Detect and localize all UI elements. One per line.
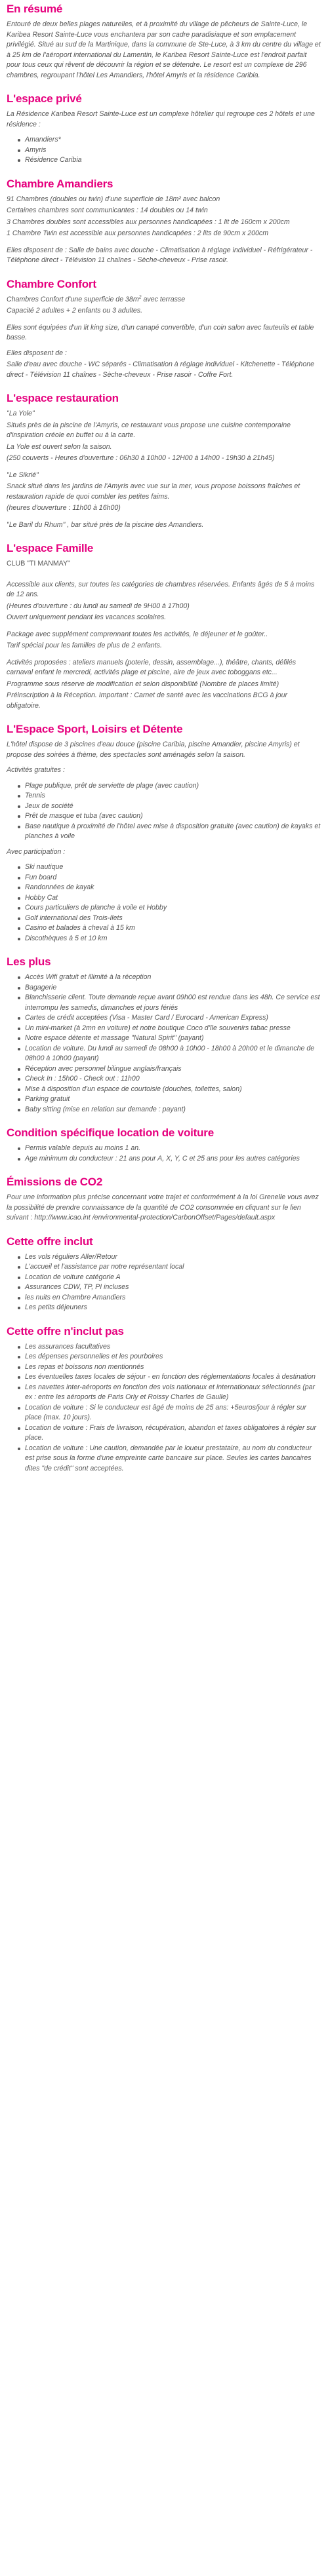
amandiers-line: Certaines chambres sont communicantes : 14 doubles ou 14 twin — [7, 206, 208, 214]
list-item: Les assurances facultatives — [25, 1342, 321, 1353]
list-item: Accès Wifi gratuit et illimité à la réception — [25, 972, 321, 983]
section-title-chambre-confort: Chambre Confort — [7, 277, 96, 290]
section-restauration — [7, 392, 321, 530]
section-title-espace-prive: L'espace privé — [7, 92, 82, 105]
section-offre-ninclut — [7, 1325, 321, 1474]
confort-details — [7, 295, 321, 317]
famille-line: (Heures d'ouverture : du lundi au samedi de 9H00 à 17h00) — [7, 602, 190, 610]
list-item: Ski nautique — [25, 862, 321, 873]
restaurant-line: Snack situé dans les jardins de l'Amyris avec vue sur la mer, vous propose boissons fraîches et restauration rapide de quoi combler les petites faims. — [7, 482, 300, 501]
section-resume — [7, 3, 321, 81]
list-item: Assurances CDW, TP, PI incluses — [25, 1282, 321, 1293]
list-item: Les navettes inter-aéroports en fonction des vols nationaux et internationaux sélectionnés (par ex : entre les aéroports de Paris Orly et Roissy Charles de Gaulle) — [25, 1383, 321, 1403]
amandiers-line: 1 Chambre Twin est accessible aux personnes handicapées : 2 lits de 90cm x 200cm — [7, 229, 269, 237]
list-item: Cartes de crédit acceptées (Visa - Master Card / Eurocard - American Express) — [25, 1013, 321, 1024]
list-item: Prêt de masque et tuba (avec caution) — [25, 811, 321, 822]
espace-prive-list — [7, 135, 321, 166]
list-item: Fun board — [25, 873, 321, 883]
list-item: Les éventuelles taxes locales de séjour - en fonction des réglementations locales à destination — [25, 1372, 321, 1383]
paid-activities-list — [7, 862, 321, 944]
list-item: Un mini-market (à 2mn en voiture) et notre boutique Coco d'île souvenirs tabac presse — [25, 1024, 321, 1034]
section-title-offre-inclut: Cette offre inclut — [7, 1235, 93, 1248]
list-item: Notre espace détente et massage "Natural Spirit" (payant) — [25, 1033, 321, 1044]
section-title-les-plus: Les plus — [7, 955, 51, 968]
list-item: Discothèques à 5 et 10 km — [25, 934, 321, 944]
restaurant-line: Situés près de la piscine de l'Amyris, ce restaurant vous propose une cuisine contemporaine d'inspiration créole en buffet ou à la carte. — [7, 421, 291, 439]
confort-surface-text: Chambres Confort d'une superficie de 38m — [7, 295, 139, 303]
section-espace-prive — [7, 92, 321, 166]
list-item: Location de voiture catégorie A — [25, 1273, 321, 1283]
section-title-resume: En résumé — [7, 3, 63, 15]
list-item: Location de voiture. Du lundi au samedi de 08h00 à 10h00 - 18h00 à 20h00 et le dimanche de 08h00 à 10h00 (payant) — [25, 1044, 321, 1064]
section-emissions-co2 — [7, 1176, 321, 1223]
list-item: Amyris — [25, 145, 321, 156]
confort-equipment-label: Elles disposent de : — [7, 349, 67, 357]
list-item: Bagagerie — [25, 983, 321, 993]
list-item: Réception avec personnel bilingue anglais/français — [25, 1064, 321, 1075]
free-activities-label: Activités gratuites : — [7, 766, 65, 774]
list-item: Jeux de société — [25, 801, 321, 812]
amandiers-line: 91 Chambres (doubles ou twin) d'une superficie de 18m² avec balcon — [7, 195, 220, 203]
list-item: les nuits en Chambre Amandiers — [25, 1293, 321, 1303]
famille-line: Programme sous réserve de modification et selon disponibilité (Nombre de places limité) — [7, 680, 279, 688]
list-item: Location de voiture : Une caution, demandée par le loueur prestataire, au nom du conducteur est prise sous la forme d'une empreinte carte bancaire sur place. Seules les cartes bancaires dites "de crédit" sont acceptées. — [25, 1444, 321, 1474]
confort-surface — [7, 295, 321, 305]
section-location-voiture — [7, 1126, 321, 1164]
list-item: Permis valable depuis au moins 1 an. — [25, 1144, 321, 1154]
list-item: Les dépenses personnelles et les pourboires — [25, 1352, 321, 1362]
list-item: Blanchisserie client. Toute demande reçue avant 09h00 est rendue dans les 48h. Ce service est interrompu les samedis, dimanches et jours fériés — [25, 993, 321, 1013]
list-item: Casino et balades à cheval à 15 km — [25, 923, 321, 934]
hotel-description — [0, 3, 328, 1492]
list-item: Mise à disposition d'un espace de courtoisie (douches, toilettes, salon) — [25, 1085, 321, 1095]
section-title-offre-ninclut: Cette offre n'inclut pas — [7, 1324, 124, 1337]
list-item: Résidence Caribia — [25, 155, 321, 166]
section-title-chambre-amandiers: Chambre Amandiers — [7, 177, 113, 190]
sport-intro: L'hôtel dispose de 3 piscines d'eau douce (piscine Caribia, piscine Amandier, piscine Amyris) et propose des soirées à thème, des spectacles sont aménagés selon la saison. — [7, 740, 300, 759]
section-chambre-confort — [7, 278, 321, 381]
amandiers-details — [7, 195, 321, 239]
confort-equipment-block — [7, 349, 321, 381]
list-item: Golf international des Trois-Ilets — [25, 913, 321, 924]
restaurant-le-sikrie — [7, 471, 321, 514]
section-title-emissions-co2: Émissions de CO2 — [7, 1176, 103, 1188]
famille-line: Package avec supplément comprennant toutes les activités, le déjeuner et le goûter.. — [7, 630, 268, 638]
list-item: Les vols réguliers Aller/Retour — [25, 1252, 321, 1263]
list-item: Location de voiture : Si le conducteur est âgé de moins de 25 ans: +5euros/jour à régler sur place (max. 10 jours). — [25, 1403, 321, 1423]
famille-line: Ouvert uniquement pendant les vacances scolaires. — [7, 613, 167, 621]
famille-line: Préinscription à la Réception. Important : Carnet de santé avec les vaccinations BCG à jour obligatoire. — [7, 691, 288, 710]
section-offre-inclut — [7, 1235, 321, 1313]
free-activities-list — [7, 781, 321, 842]
offre-inclut-list — [7, 1252, 321, 1313]
section-chambre-amandiers — [7, 178, 321, 266]
list-item: L'accueil et l'assistance par notre représentant local — [25, 1262, 321, 1273]
les-plus-list — [7, 972, 321, 1115]
list-item: Location de voiture : Frais de livraison, récupération, abandon et taxes obligatoires à régler sur place. — [25, 1423, 321, 1444]
list-item: Les repas et boissons non mentionnés — [25, 1362, 321, 1373]
paid-activities-label: Avec participation : — [7, 847, 66, 856]
resume-text: Entouré de deux belles plages naturelles, et à proximité du village de pêcheurs de Sainte-Luce, le Karibea Resort Sainte-Luce vous enchantera par son cadre paradisiaque et son emplacement privilégié. Situé au sud de la Martinique, dans la commune de Ste-Luce, à 3 km du centre du village et à 25 km de l'aéroport international du Lamentin, le Karibea Resort Sainte-Luce est l'endroit parfait pour tous ceux qui rêvent de découvrir la région et se détendre. Le resort est un complexe de 296 chambres, regroupant l'hôtel Les Amandiers, l'hôtel Amyris et la résidence Caribia. — [7, 20, 321, 79]
list-item: Check In : 15h00 - Check out : 11h00 — [25, 1074, 321, 1085]
list-item: Baby sitting (mise en relation sur demande : payant) — [25, 1105, 321, 1115]
bar-info: "Le Baril du Rhum" , bar situé près de la piscine des Amandiers. — [7, 520, 204, 529]
confort-capacity: Capacité 2 adultes + 2 enfants ou 3 adultes. — [7, 307, 143, 315]
list-item: Cours particuliers de planche à voile et Hobby — [25, 903, 321, 913]
restaurant-line: (250 couverts - Heures d'ouverture : 06h30 à 10h00 - 12H00 à 14h00 - 19h30 à 21h45) — [7, 454, 275, 462]
list-item: Amandiers* — [25, 135, 321, 145]
espace-prive-text: La Résidence Karibea Resort Sainte-Luce est un complexe hôtelier qui regroupe ces 2 hôtels et une résidence : — [7, 110, 315, 128]
confort-surface-sup: 2 — [138, 294, 142, 299]
section-title-restauration: L'espace restauration — [7, 392, 119, 404]
restaurant-la-yole — [7, 409, 321, 464]
list-item: Base nautique à proximité de l'hôtel avec mise à disposition gratuite (avec caution) de kayaks et planches à voile — [25, 822, 321, 842]
section-title-espace-famille: L'espace Famille — [7, 542, 94, 554]
famille-line: Activités proposées : ateliers manuels (poterie, dessin, assemblage...), théâtre, chants, défilés carnaval enfant le mercredi, activités plage et piscine, aire de jeux avec toboggans etc... — [7, 658, 297, 676]
restaurant-line: (heures d'ouverture : 11h00 à 16h00) — [7, 504, 121, 512]
list-item: Parking gratuit — [25, 1094, 321, 1105]
famille-line: Accessible aux clients, sur toutes les catégories de chambres réservées. Enfants âgés de 5 à moins de 12 ans. — [7, 580, 315, 598]
confort-bed: Elles sont équipées d'un lit king size, d'un canapé convertible, d'un coin salon avec fauteuils et table basse. — [7, 323, 314, 341]
famille-access — [7, 580, 321, 623]
section-sport-loisirs — [7, 723, 321, 944]
list-item: Tennis — [25, 791, 321, 801]
amandiers-line: 3 Chambres doubles sont accessibles aux personnes handicapées : 1 lit de 160cm x 200cm — [7, 218, 290, 226]
section-les-plus — [7, 955, 321, 1115]
list-item: Les petits déjeuners — [25, 1303, 321, 1313]
restaurant-name: "Le Sikrié" — [7, 471, 39, 479]
location-voiture-list — [7, 1144, 321, 1164]
section-espace-famille — [7, 542, 321, 711]
famille-line: Tarif spécial pour les familles de plus de 2 enfants. — [7, 642, 162, 649]
restaurant-name: "La Yole" — [7, 410, 35, 417]
section-title-location-voiture: Condition spécifique location de voiture — [7, 1126, 214, 1139]
section-title-sport-loisirs: L'Espace Sport, Loisirs et Détente — [7, 723, 183, 735]
list-item: Randonnées de kayak — [25, 883, 321, 893]
list-item: Age minimum du conducteur : 21 ans pour A, X, Y, C et 25 ans pour les autres catégories — [25, 1154, 321, 1164]
offre-ninclut-list — [7, 1342, 321, 1474]
club-name: CLUB "TI MANMAY" — [7, 560, 70, 567]
famille-activities — [7, 658, 321, 712]
list-item: Hobby Cat — [25, 893, 321, 904]
confort-equipment: Salle d'eau avec douche - WC séparés - Climatisation à réglage individuel - Kitchenette - Téléphone direct - Télévision 11 chaînes - Sèche-cheveux - Prise rasoir - Coffre Fort. — [7, 360, 314, 379]
famille-package — [7, 630, 321, 651]
list-item: Plage publique, prêt de serviette de plage (avec caution) — [25, 781, 321, 792]
restaurant-line: La Yole est ouvert selon la saison. — [7, 442, 112, 451]
confort-surface-suffix: avec terrasse — [141, 295, 186, 303]
co2-text: Pour une information plus précise concernant votre trajet et conformément à la loi Grenelle vous avez la possibilité de prendre connaissance de la quantité de CO2 consommée en cliquant sur le lien suivant : http://www.icao.int /environmental-protection/CarbonOffset/Pages/default.aspx — [7, 1193, 319, 1221]
amandiers-equipment: Elles disposent de : Salle de bains avec douche - Climatisation à réglage individuel - Réfrigérateur - Téléphone direct - Télévision 11 chaînes - Sèche-cheveux - Prise rasoir. — [7, 246, 313, 264]
